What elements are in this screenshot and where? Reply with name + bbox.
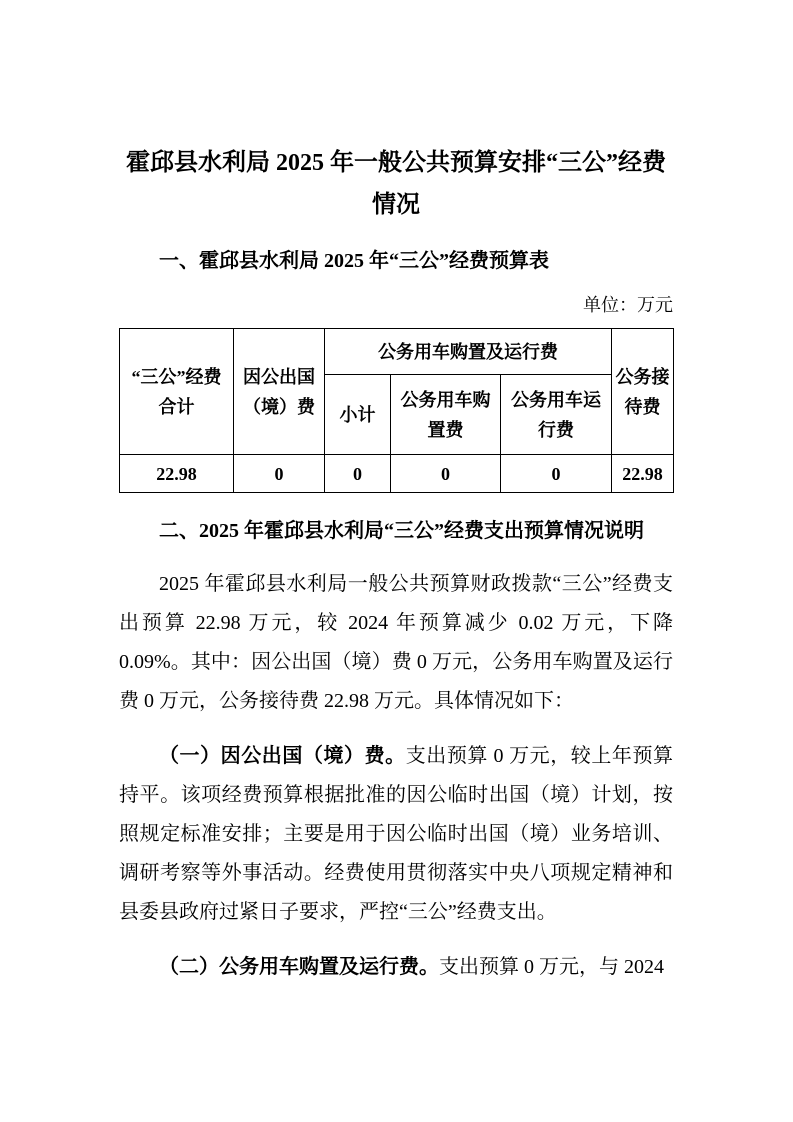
section2-heading: 二、2025 年霍邱县水利局“三公”经费支出预算情况说明 (159, 520, 644, 542)
value-total: 22.98 (120, 455, 234, 493)
table-header-vehicle-purchase: 公务用车购置费 (391, 375, 501, 455)
table-row (120, 455, 674, 493)
paragraph-lead: （一）因公出国（境）费。 (159, 745, 406, 767)
paragraph-overview (119, 565, 673, 721)
paragraph-text: 支出预算 0 万元，与 2024 (439, 956, 664, 978)
value-vehicle-subtotal: 0 (325, 455, 391, 493)
table-header-row-1 (120, 329, 674, 375)
table-header-vehicle-operation: 公务用车运行费 (501, 375, 612, 455)
table-header-vehicle-group: 公务用车购置及运行费 (325, 329, 612, 375)
document-title: 霍邱县水利局 2025 年一般公共预算安排“三公”经费情况 (126, 150, 666, 218)
value-reception: 22.98 (612, 455, 674, 493)
paragraph-abroad-fee (119, 737, 673, 932)
unit-label: 单位：万元 (583, 295, 673, 315)
paragraph-vehicle-fee (119, 948, 673, 987)
value-vehicle-operation: 0 (501, 455, 612, 493)
value-abroad: 0 (234, 455, 325, 493)
table-header-abroad: 因公出国（境）费 (234, 329, 325, 455)
table-header-reception: 公务接待费 (612, 329, 674, 455)
budget-table (119, 328, 674, 493)
value-vehicle-purchase: 0 (391, 455, 501, 493)
table-header-vehicle-subtotal: 小计 (325, 375, 391, 455)
table-header-total: “三公”经费合计 (120, 329, 234, 455)
paragraph-text: 2025 年霍邱县水利局一般公共预算财政拨款“三公”经费支出预算 22.98 万元，较 2024 年预算减少 0.02 万元，下降 0.09%。其中：因公出国（境）费 0 万元，公务用车购置及运行费 0 万元，公务接待费 22.98 万元。具体情况如下： (119, 573, 673, 712)
paragraph-lead: （二）公务用车购置及运行费。 (159, 956, 439, 978)
paragraph-text: 支出预算 0 万元，较上年预算持平。该项经费预算根据批准的因公临时出国（境）计划，按照规定标准安排；主要是用于因公临时出国（境）业务培训、调研考察等外事活动。经费使用贯彻落实中央八项规定精神和县委县政府过紧日子要求，严控“三公”经费支出。 (119, 745, 674, 923)
section1-heading: 一、霍邱县水利局 2025 年“三公”经费预算表 (159, 250, 549, 272)
